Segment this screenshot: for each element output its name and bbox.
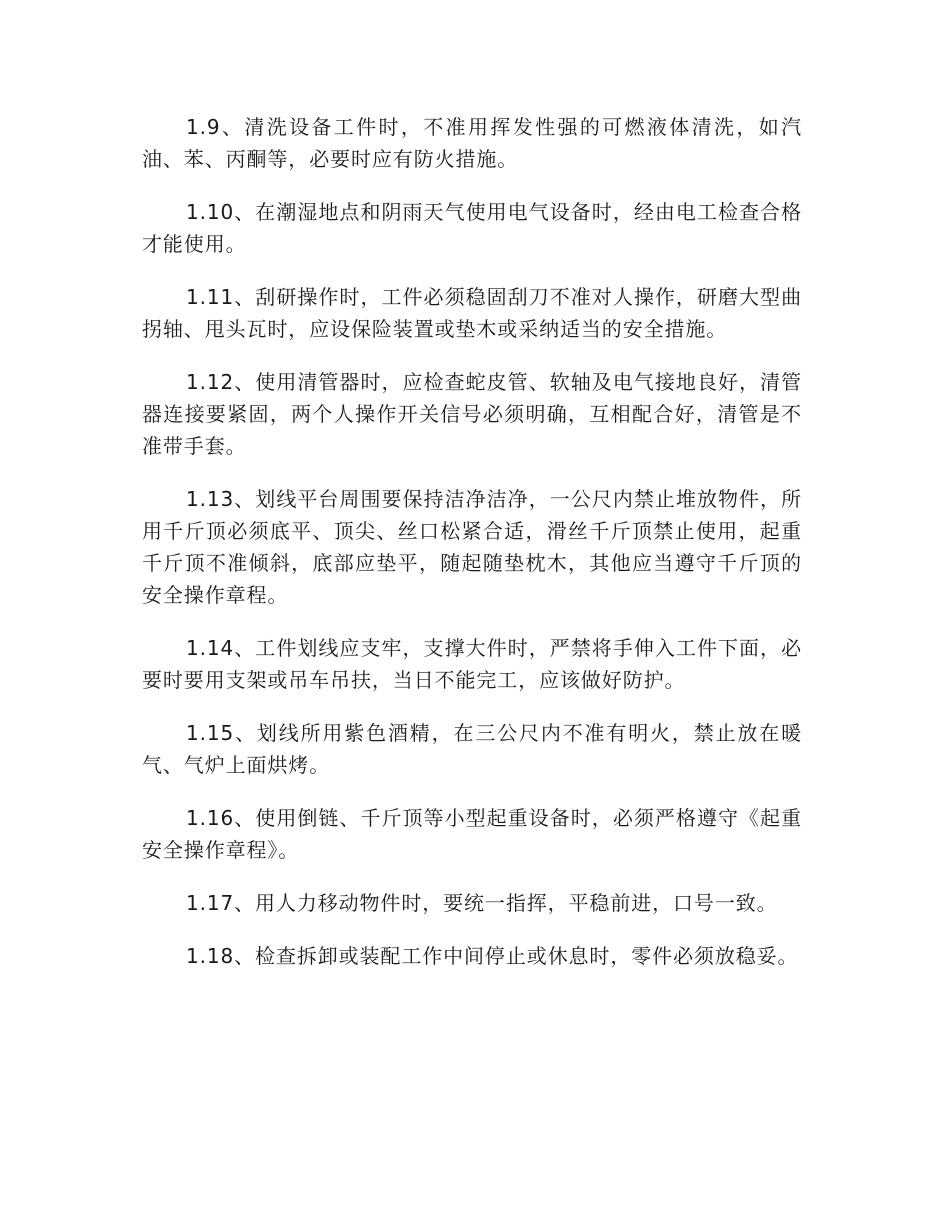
paragraph-1-10: 1.10、在潮湿地点和阴雨天气使用电气设备时，经由电工检查合格才能使用。: [142, 200, 802, 256]
paragraph-1-15: 1.15、划线所用紫色酒精，在三公尺内不准有明火，禁止放在暖气、气炉上面烘烤。: [142, 721, 802, 777]
paragraph-1-11: 1.11、刮研操作时，工件必须稳固刮刀不准对人操作，研磨大型曲拐轴、甩头瓦时，应设保险装置或垫木或采纳适当的安全措施。: [142, 285, 802, 341]
paragraph-1-18: 1.18、检查拆卸或装配工作中间停止或休息时，零件必须放稳妥。: [186, 944, 799, 968]
document-body: [142, 111, 802, 993]
paragraph-1-9: 1.9、清洗设备工件时，不准用挥发性强的可燃液体清洗，如汽油、苯、丙酮等，必要时应有防火措施。: [142, 115, 802, 171]
paragraph-1-12: 1.12、使用清管器时，应检查蛇皮管、软轴及电气接地良好，清管器连接要紧固，两个人操作开关信号必须明确，互相配合好，清管是不准带手套。: [142, 370, 802, 458]
paragraph-1-13: 1.13、划线平台周围要保持洁净洁净，一公尺内禁止堆放物件，所用千斤顶必须底平、顶尖、丝口松紧合适，滑丝千斤顶禁止使用，起重千斤顶不准倾斜，底部应垫平，随起随垫枕木，其他应当遵守千斤顶的安全操作章程。: [142, 487, 802, 607]
paragraph-1-14: 1.14、工件划线应支牢，支撑大件时，严禁将手伸入工件下面，必要时要用支架或吊车吊扶，当日不能完工，应该做好防护。: [142, 636, 802, 692]
paragraph-1-16: 1.16、使用倒链、千斤顶等小型起重设备时，必须严格遵守《起重安全操作章程》。: [142, 806, 802, 862]
paragraph-1-17: 1.17、用人力移动物件时，要统一指挥，平稳前进，口号一致。: [186, 891, 778, 915]
